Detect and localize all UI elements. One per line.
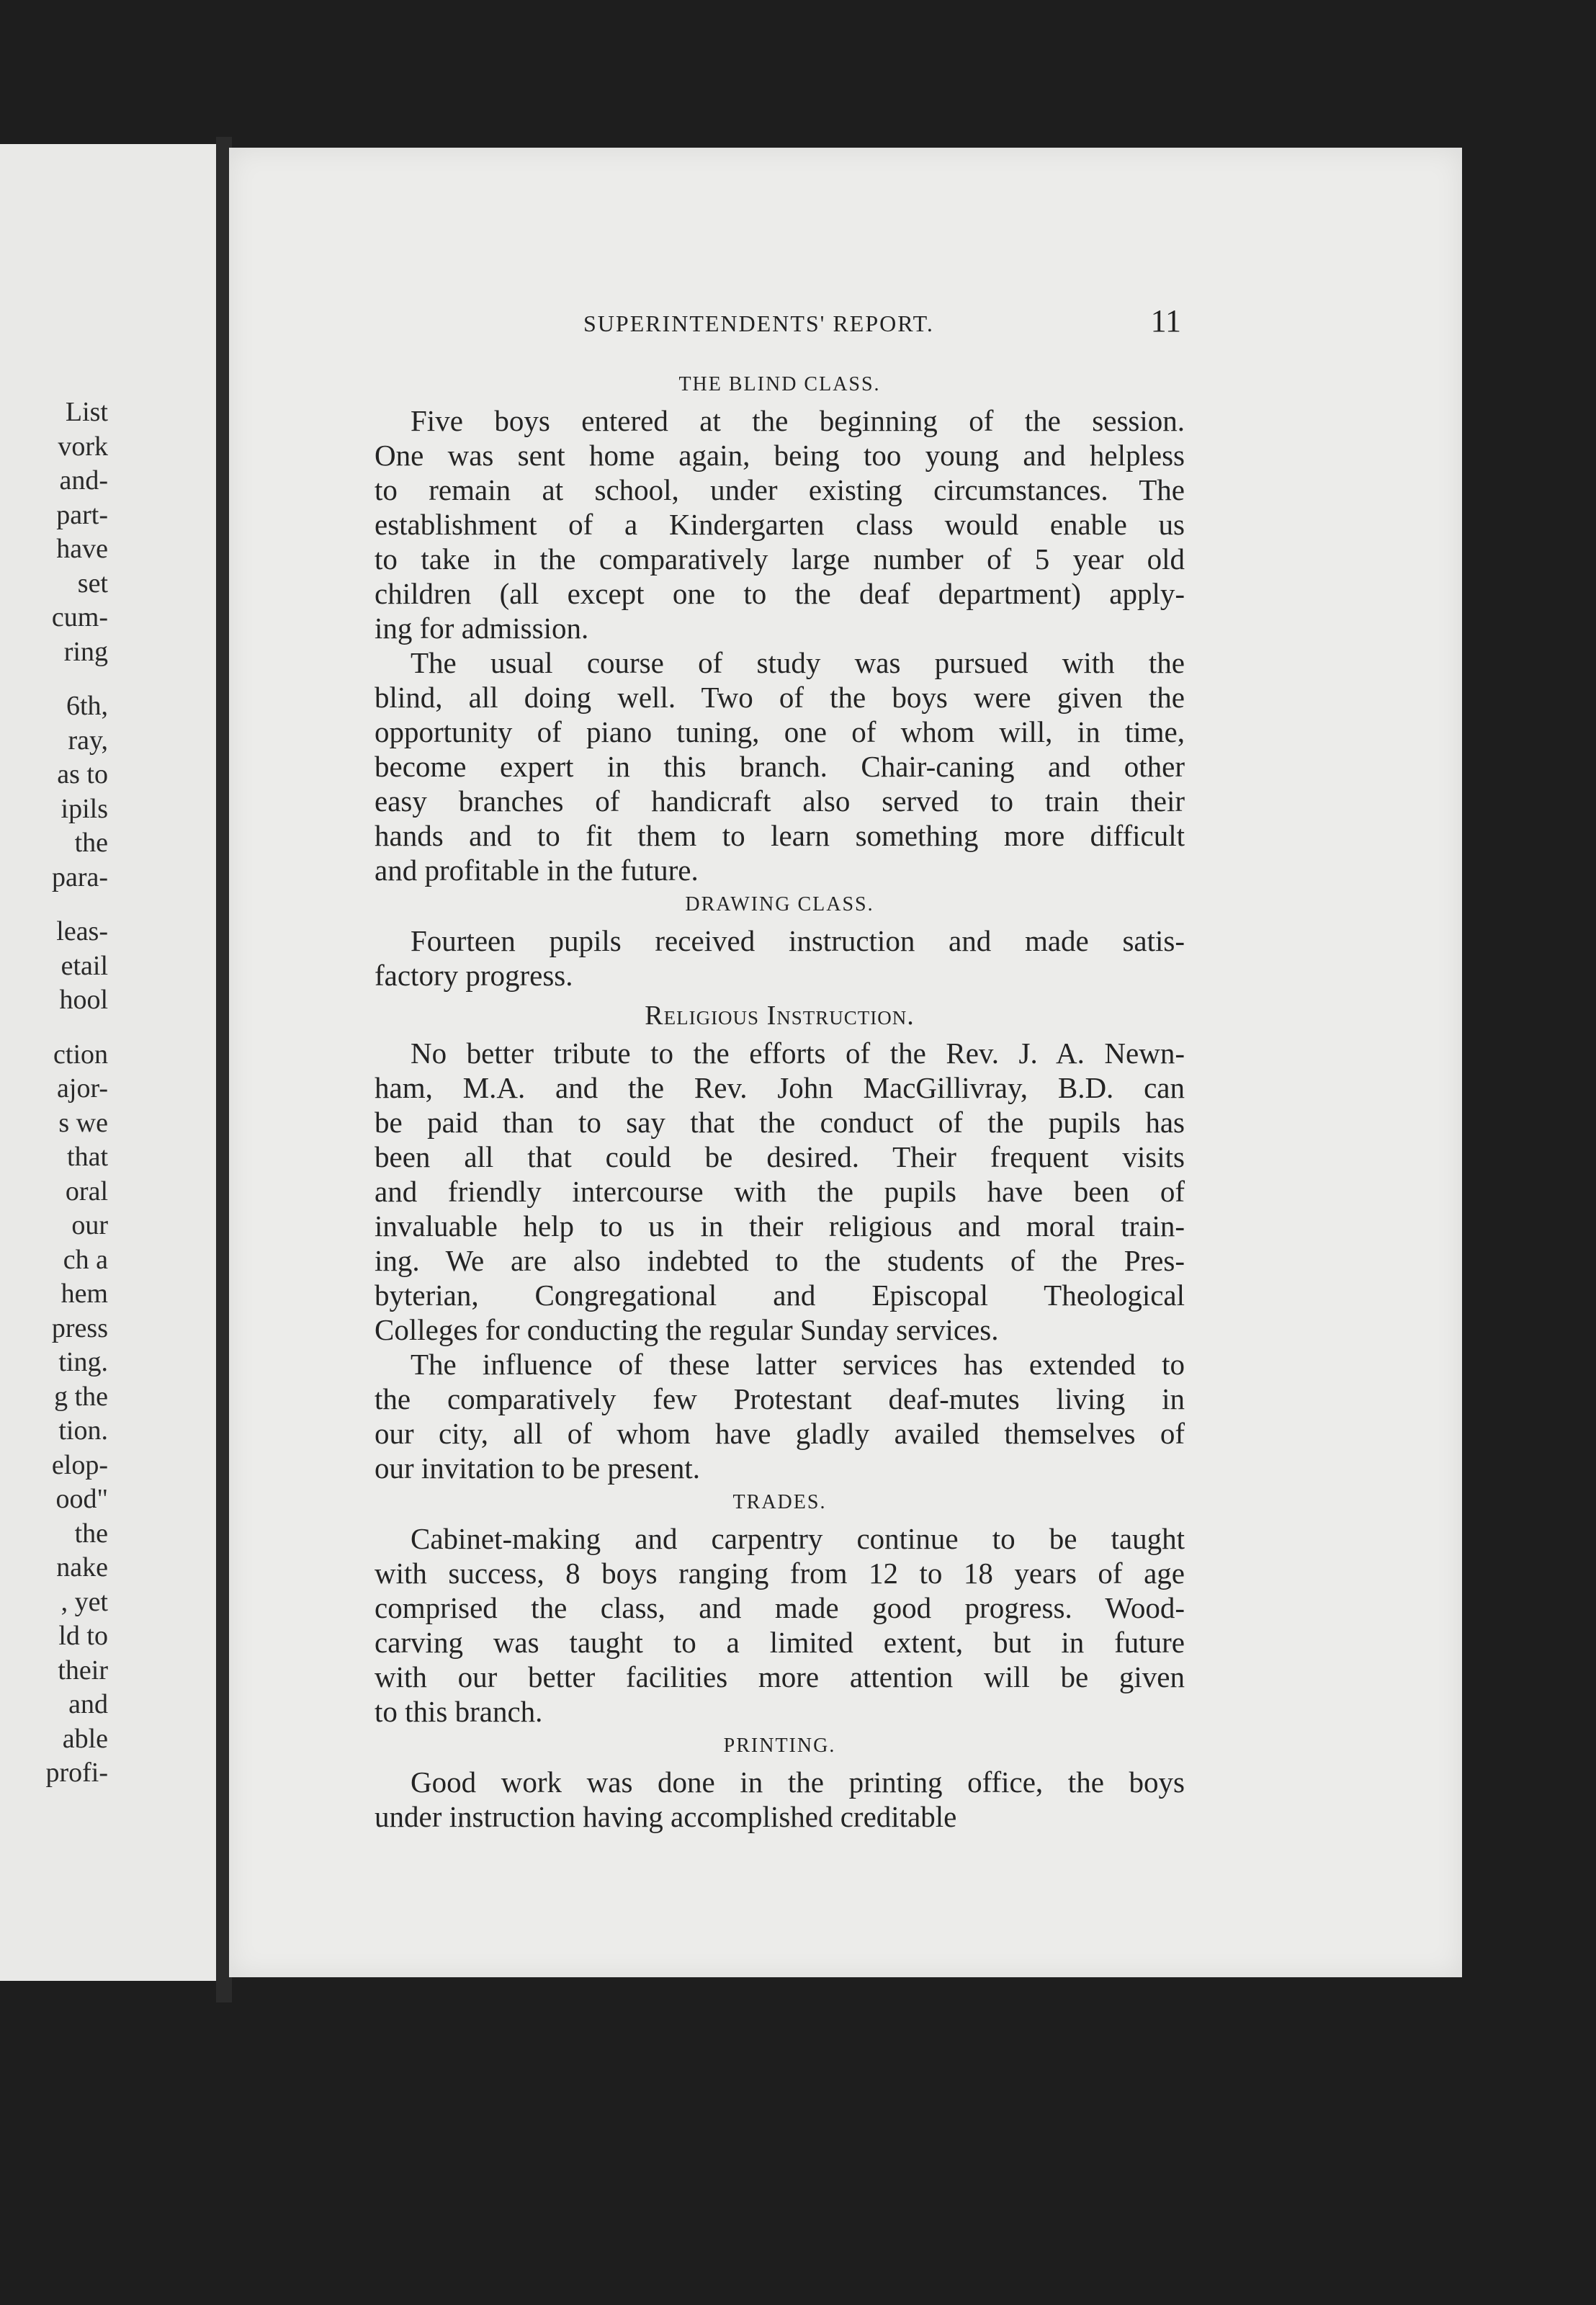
facing-page-line: g the	[54, 1381, 108, 1412]
facing-page-line: ting.	[58, 1347, 108, 1377]
facing-page-line: List	[65, 397, 108, 427]
page-number: 11	[1150, 303, 1181, 339]
facing-page-line: set	[77, 568, 108, 599]
facing-page-line: have	[56, 534, 108, 564]
facing-page-line: the	[74, 828, 108, 858]
text-line: to take in the comparatively large number of 5 year old	[375, 542, 1185, 576]
facing-page-line: that	[67, 1142, 108, 1172]
paragraph	[375, 645, 1185, 887]
facing-page-line: para-	[51, 861, 108, 892]
text-line: to remain at school, under existing circumstances. The	[375, 473, 1185, 506]
paragraph	[375, 1765, 1185, 1834]
facing-page-line: elop-	[51, 1449, 108, 1480]
text-line: our invitation to be present.	[375, 1451, 701, 1485]
text-line: the comparatively few Protestant deaf-mutes living in	[375, 1382, 1185, 1415]
running-title: SUPERINTENDENTS' REPORT.	[583, 310, 934, 336]
text-line: Cabinet-making and carpentry continue to be taught	[411, 1522, 1185, 1555]
text-line: No better tribute to the efforts of the Rev. J. A. Newn-	[411, 1037, 1185, 1070]
page-body	[375, 367, 1185, 1834]
facing-page-line: s we	[58, 1107, 108, 1138]
running-header	[353, 303, 1181, 339]
text-line: become expert in this branch. Chair-caning and other	[375, 750, 1185, 783]
facing-page-line: able	[62, 1723, 108, 1754]
text-line: Colleges for conducting the regular Sunday services.	[375, 1313, 999, 1346]
facing-page-line: ch a	[63, 1244, 108, 1275]
text-line: One was sent home again, being too young and helpless	[375, 439, 1185, 472]
text-line: ing. We are also indebted to the students of the Pres-	[375, 1244, 1185, 1277]
facing-page-line: ajor-	[57, 1073, 108, 1104]
facing-page-line: ray,	[68, 725, 108, 756]
section-heading: DRAWING CLASS.	[685, 893, 874, 916]
text-line: and friendly intercourse with the pupils have been of	[375, 1175, 1185, 1208]
text-line: with our better facilities more attention will be given	[375, 1660, 1185, 1693]
paragraph	[375, 1036, 1185, 1347]
text-line: be paid than to say that the conduct of the pupils has	[375, 1106, 1185, 1139]
facing-page-line: profi-	[45, 1758, 108, 1788]
text-line: establishment of a Kindergarten class would enable us	[375, 508, 1185, 541]
facing-page-line: the	[74, 1518, 108, 1549]
facing-page-line: ring	[63, 636, 108, 667]
paragraph	[375, 923, 1185, 993]
text-line: Good work was done in the printing office, the boys	[411, 1765, 1185, 1799]
section-heading: PRINTING.	[723, 1735, 836, 1757]
facing-page-line: ld to	[58, 1621, 108, 1651]
facing-page-line: tion.	[58, 1415, 108, 1446]
text-line: Five boys entered at the beginning of the session.	[411, 404, 1185, 437]
facing-page-line: oral	[65, 1176, 108, 1207]
facing-page-line: leas-	[56, 916, 108, 946]
facing-page-line: ipils	[60, 793, 108, 824]
facing-page-line: as to	[57, 759, 108, 789]
text-line: under instruction having accomplished creditable	[375, 1800, 957, 1833]
facing-page-line: ction	[53, 1039, 108, 1070]
text-line: our city, all of whom have gladly availed themselves of	[375, 1417, 1185, 1450]
section-heading: THE BLIND CLASS.	[678, 373, 881, 395]
text-line: to this branch.	[375, 1695, 543, 1728]
text-line: The usual course of study was pursued with the	[411, 646, 1185, 679]
text-line: invaluable help to us in their religious and moral train-	[375, 1209, 1185, 1243]
text-line: opportunity of piano tuning, one of whom will, in time,	[375, 715, 1185, 748]
paragraph	[375, 1521, 1185, 1729]
facing-page-line: and-	[59, 465, 108, 496]
text-line: comprised the class, and made good progress. Wood-	[375, 1591, 1185, 1624]
text-line: Fourteen pupils received instruction and made satis-	[411, 924, 1185, 957]
facing-page-line: hool	[59, 985, 108, 1015]
text-line: ham, M.A. and the Rev. John MacGillivray, B.D. can	[375, 1071, 1185, 1104]
paragraph	[375, 1347, 1185, 1485]
facing-page-line: nake	[56, 1552, 108, 1583]
facing-page-line: ood"	[55, 1484, 108, 1514]
facing-page-line: press	[51, 1312, 108, 1343]
facing-page-line: vork	[58, 431, 108, 462]
text-line: factory progress.	[375, 959, 573, 992]
facing-page-line: etail	[60, 950, 108, 981]
text-line: byterian, Congregational and Episcopal Theological	[375, 1279, 1185, 1312]
text-line: ing for admission.	[375, 612, 589, 645]
text-line: The influence of these latter services has extended to	[411, 1348, 1185, 1381]
text-line: children (all except one to the deaf department) apply-	[375, 577, 1185, 610]
text-line: blind, all doing well. Two of the boys were given the	[375, 681, 1185, 714]
facing-page-line: their	[58, 1655, 108, 1686]
facing-page-line: 6th,	[66, 691, 108, 721]
section-heading: Religious Instruction.	[645, 1001, 915, 1031]
facing-page	[0, 144, 216, 1981]
facing-page-line: hem	[60, 1279, 108, 1309]
paragraph	[375, 403, 1185, 645]
text-line: hands and to fit them to learn something more difficult	[375, 819, 1185, 852]
text-line: with success, 8 boys ranging from 12 to 18 years of age	[375, 1557, 1185, 1590]
facing-page-line: part-	[56, 499, 108, 530]
text-line: easy branches of handicraft also served to train their	[375, 784, 1185, 818]
facing-page-line: and	[68, 1689, 108, 1719]
text-line: been all that could be desired. Their frequent visits	[375, 1140, 1185, 1173]
facing-page-line: , yet	[60, 1586, 108, 1617]
text-line: carving was taught to a limited extent, but in future	[375, 1626, 1185, 1659]
text-line: and profitable in the future.	[375, 854, 699, 887]
facing-page-line: our	[71, 1210, 108, 1240]
section-heading: TRADES.	[732, 1491, 827, 1513]
facing-page-line: cum-	[51, 602, 108, 632]
